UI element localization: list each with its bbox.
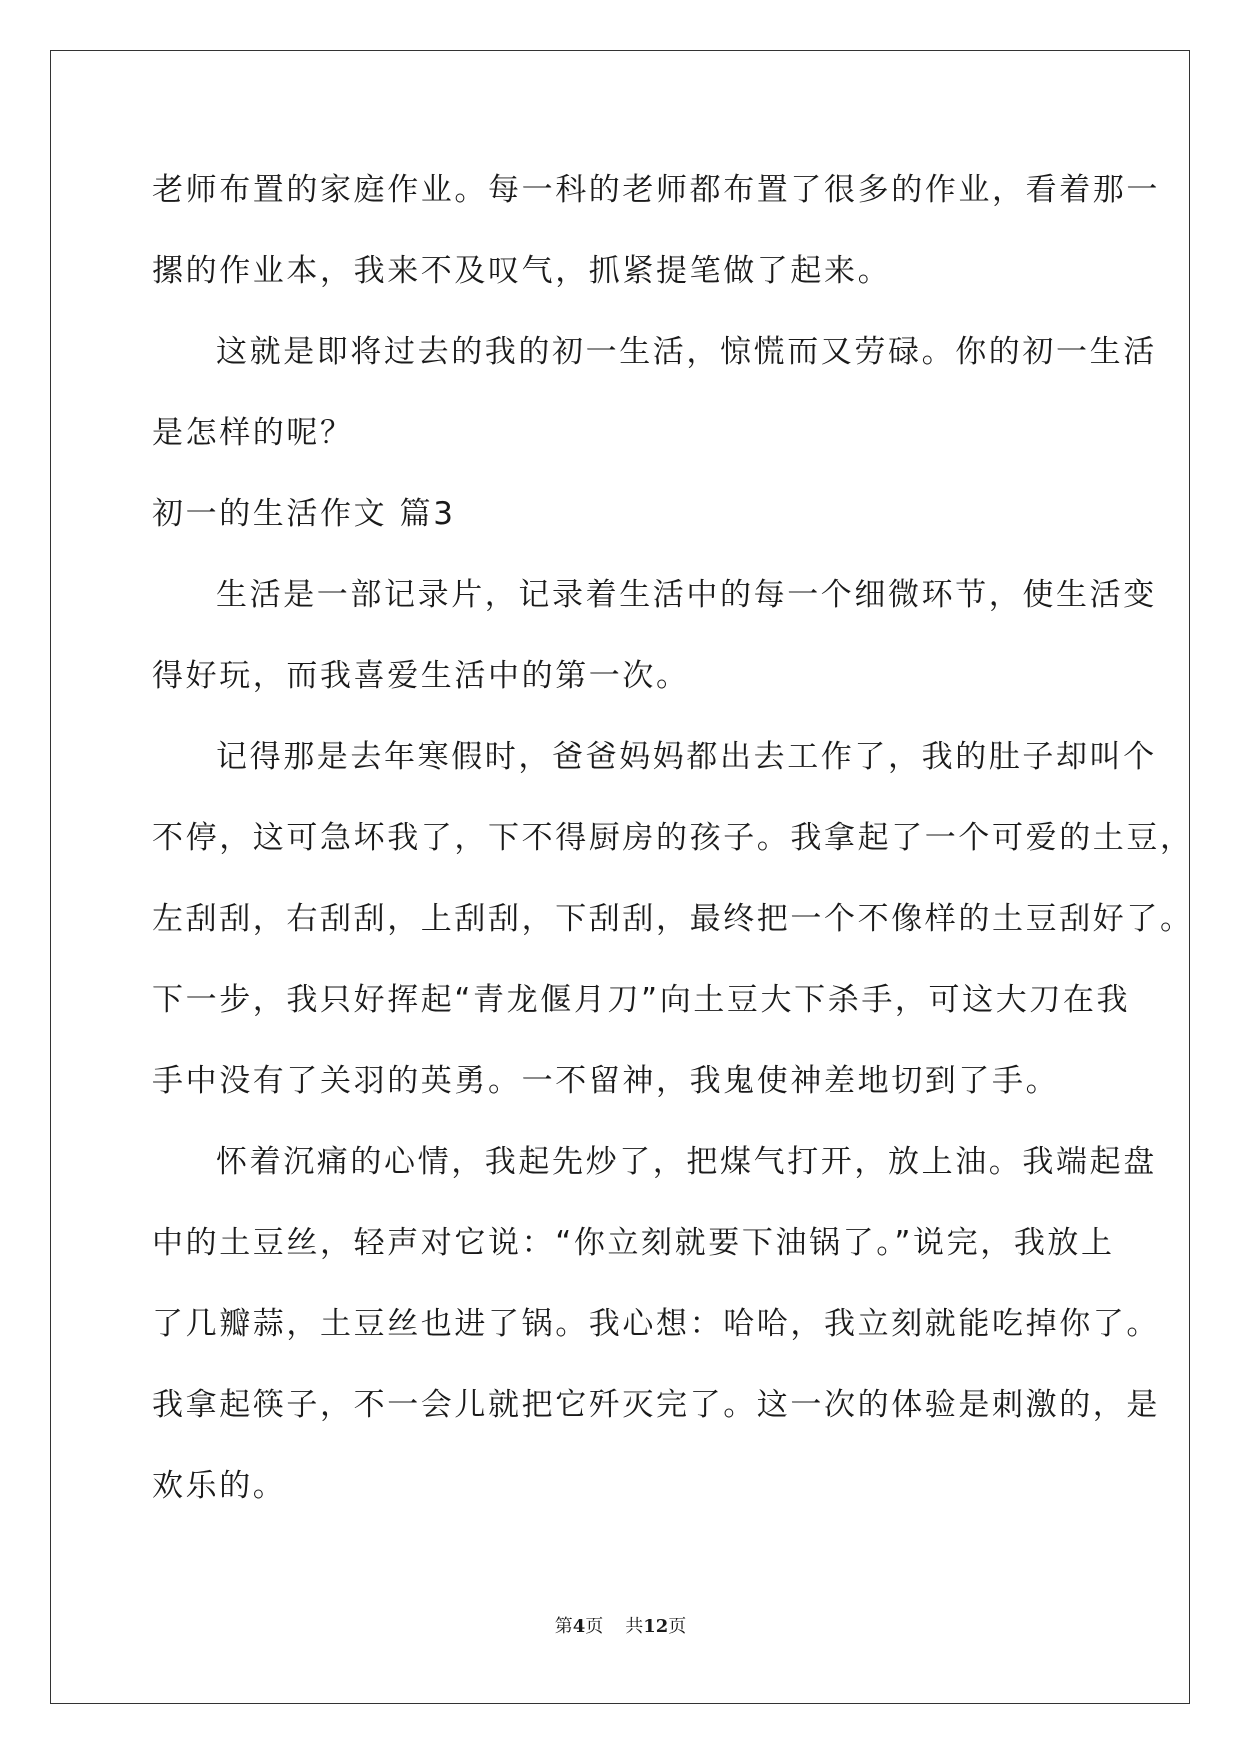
paragraph-start: 记得那是去年寒假时，爸爸妈妈都出去工作了，我的肚子却叫个 <box>216 739 1157 775</box>
text-line: 是怎样的呢？ <box>152 415 354 451</box>
text-line: 不停，这可急坏我了，下不得厨房的孩子。我拿起了一个可爱的土豆， <box>152 820 1194 856</box>
text-line: 中的土豆丝，轻声对它说：“你立刻就要下油锅了。”说完，我放上 <box>152 1225 1115 1261</box>
total-suffix: 页 <box>668 1616 687 1637</box>
text-line: 左刮刮，右刮刮，上刮刮，下刮刮，最终把一个不像样的土豆刮好了。 <box>152 901 1194 937</box>
page-footer <box>0 1612 1241 1638</box>
text-line: 手中没有了关羽的英勇。一不留神，我鬼使神差地切到了手。 <box>152 1063 1060 1099</box>
paragraph-start: 这就是即将过去的我的初一生活，惊慌而又劳碌。你的初一生活 <box>216 334 1157 370</box>
text-line: 了几瓣蒜，土豆丝也进了锅。我心想：哈哈，我立刻就能吃掉你了。 <box>152 1306 1160 1342</box>
paragraph-start: 怀着沉痛的心情，我起先炒了，把煤气打开，放上油。我端起盘 <box>216 1144 1157 1180</box>
text-line: 得好玩，而我喜爱生活中的第一次。 <box>152 658 690 694</box>
text-line: 我拿起筷子，不一会儿就把它歼灭完了。这一次的体验是刺激的，是 <box>152 1387 1160 1423</box>
text-line: 下一步，我只好挥起“青龙偃月刀”向土豆大下杀手，可这大刀在我 <box>152 982 1131 1018</box>
section-heading: 初一的生活作文 篇3 <box>152 496 456 532</box>
text-line: 老师布置的家庭作业。每一科的老师都布置了很多的作业，看着那一 <box>152 172 1160 208</box>
document-body <box>152 150 1194 1527</box>
page-suffix: 页 <box>585 1616 604 1637</box>
page-prefix: 第 <box>554 1616 573 1637</box>
page-number: 4 <box>572 1616 586 1637</box>
paragraph-start: 生活是一部记录片，记录着生活中的每一个细微环节，使生活变 <box>216 577 1157 613</box>
total-prefix: 共 <box>625 1616 644 1637</box>
total-pages: 12 <box>643 1616 669 1637</box>
text-line: 欢乐的。 <box>152 1468 287 1504</box>
text-line: 摞的作业本，我来不及叹气，抓紧提笔做了起来。 <box>152 253 892 289</box>
